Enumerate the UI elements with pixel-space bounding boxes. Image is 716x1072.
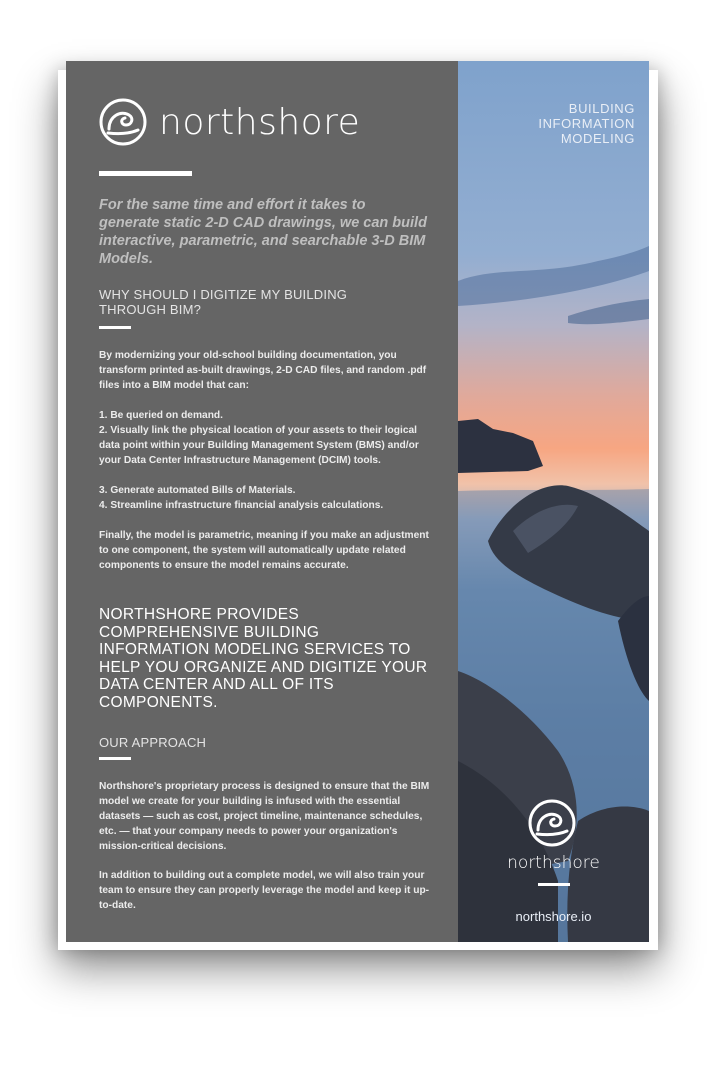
wave-logo-icon — [528, 799, 576, 847]
photo-panel — [458, 61, 649, 942]
divider — [99, 757, 131, 760]
header-logo — [99, 98, 360, 146]
brand-name: northshore — [159, 101, 361, 143]
intro-paragraph: By modernizing your old-school building documentation, you transform printed as-built drawings, 2-D CAD files, and random .pdf files into a BIM model that can: — [99, 350, 427, 391]
list-item: 3. Generate automated Bills of Materials. — [99, 485, 296, 496]
footer-brand-name: northshore — [507, 853, 600, 873]
approach-paragraph: Northshore's proprietary process is designed to ensure that the BIM model we create for your building is infused with the essential datasets — such as cost, project timeline, maintenance schedules, etc. — that your company needs to power your organization's mission-critical decisions. — [99, 781, 430, 852]
website-link[interactable]: northshore.io — [515, 909, 592, 924]
callout-statement: NORTHSHORE PROVIDES COMPREHENSIVE BUILDING INFORMATION MODELING SERVICES TO HELP YOU ORGANIZE AND DIGITIZE YOUR DATA CENTER AND ALL OF ITS COMPONENTS. — [99, 606, 428, 711]
tagline: For the same time and effort it takes to generate static 2-D CAD drawings, we can build interactive, parametric, and searchable 3-D BIM Models. — [99, 197, 427, 267]
panel-title: BUILDING INFORMATION MODELING — [538, 101, 635, 146]
divider — [99, 326, 131, 329]
closing-paragraph: Finally, the model is parametric, meaning if you make an adjustment to one component, the system will automatically update related components to ensure the model remains accurate. — [99, 530, 429, 571]
training-paragraph: In addition to building out a complete model, we will also train your team to ensure they can properly leverage the model and keep it up-to-date. — [99, 870, 430, 911]
divider — [99, 171, 192, 176]
wave-logo-icon — [99, 98, 147, 146]
flyer-page — [66, 61, 649, 942]
list-item: 2. Visually link the physical location of your assets to their logical data point within your Building Management System (BMS) and/or your Data Center Infrastructure Management (DCIM) tools. — [99, 425, 419, 466]
section-heading-why: WHY SHOULD I DIGITIZE MY BUILDING THROUGH BIM? — [99, 287, 348, 317]
list-item: 1. Be queried on demand. — [99, 410, 223, 421]
section-heading-approach: OUR APPROACH — [99, 735, 207, 750]
list-item: 4. Streamline infrastructure financial analysis calculations. — [99, 500, 384, 511]
divider — [538, 883, 570, 886]
content-panel — [66, 61, 458, 942]
